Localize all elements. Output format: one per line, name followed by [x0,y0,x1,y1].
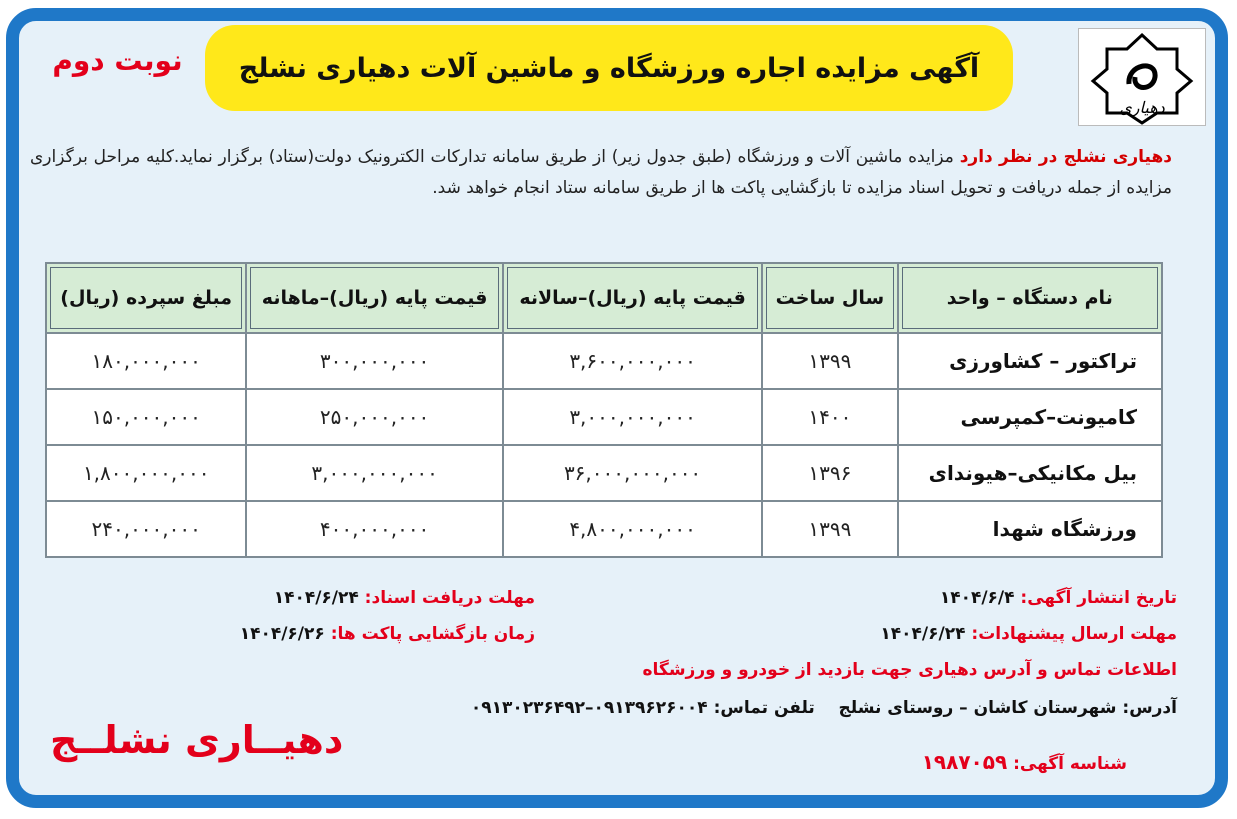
opening-time-line [240,624,535,644]
cell-year: ۱۳۹۹ [762,333,897,389]
cell-deposit: ۱,۸۰۰,۰۰۰,۰۰۰ [46,445,246,501]
bids-deadline-label: مهلت ارسال پیشنهادات: [971,624,1177,644]
cell-annual: ۳,۰۰۰,۰۰۰,۰۰۰ [503,389,762,445]
cell-annual: ۴,۸۰۰,۰۰۰,۰۰۰ [503,501,762,557]
cell-name: کامیونت–کمپرسی [898,389,1162,445]
intro-body: مزایده ماشین آلات و ورزشگاه (طبق جدول زیر) از طریق سامانه تدارکات الکترونیک دولت(ستاد) برگزار نماید.کلیه مراحل برگزاری مزایده از جمله دریافت و تحویل اسناد مزایده تا بازگشایی پاکت ها از طریق سامانه ستاد انجام خواهد شد. [30,147,1172,198]
auction-table [45,262,1163,558]
bids-deadline-value: ۱۴۰۴/۶/۲۴ [880,624,966,644]
cell-name: تراکتور – کشاورزی [898,333,1162,389]
phone-label: تلفن تماس: [713,698,815,718]
contact-heading: اطلاعات تماس و آدرس دهیاری جهت بازدید از خودرو و ورزشگاه [642,660,1177,680]
publish-date-value: ۱۴۰۴/۶/۴ [939,588,1015,608]
col-header-deposit: مبلغ سپرده (ریال) [46,263,246,333]
address-line [471,698,1177,718]
intro-highlight: دهیاری نشلج در نظر دارد [959,147,1173,167]
cell-monthly: ۴۰۰,۰۰۰,۰۰۰ [246,501,502,557]
opening-time-value: ۱۴۰۴/۶/۲۶ [239,624,325,644]
cell-deposit: ۱۵۰,۰۰۰,۰۰۰ [46,389,246,445]
signature-text: دهیــاری نشلــج [50,718,344,762]
cell-year: ۱۳۹۹ [762,501,897,557]
docs-deadline-label: مهلت دریافت اسناد: [364,588,535,608]
phone-value: ۰۹۱۳۹۶۲۶۰۰۴–۰۹۱۳۰۲۳۶۴۹۲ [470,698,708,718]
publish-date-line [940,588,1177,608]
col-header-annual: قیمت پایه (ریال)–سالانه [503,263,762,333]
opening-time-label: زمان بازگشایی پاکت ها: [330,624,535,644]
table-row [46,389,1162,445]
table-row [46,501,1162,557]
dehyari-logo [1078,28,1206,126]
cell-name: ورزشگاه شهدا [898,501,1162,557]
address-value: شهرستان کاشان – روستای نشلج [838,698,1117,718]
cell-year: ۱۳۹۶ [762,445,897,501]
col-header-year: سال ساخت [762,263,897,333]
docs-deadline-line [274,588,535,608]
cell-annual: ۳,۶۰۰,۰۰۰,۰۰۰ [503,333,762,389]
col-header-name: نام دستگاه – واحد [898,263,1162,333]
intro-paragraph [30,142,1172,204]
cell-deposit: ۱۸۰,۰۰۰,۰۰۰ [46,333,246,389]
cell-monthly: ۳,۰۰۰,۰۰۰,۰۰۰ [246,445,502,501]
table-row [46,333,1162,389]
address-label: آدرس: [1122,698,1177,718]
title-text: آگهی مزایده اجاره ورزشگاه و ماشین آلات دهیاری نشلج [238,52,980,84]
publish-date-label: تاریخ انتشار آگهی: [1020,588,1177,608]
cell-monthly: ۳۰۰,۰۰۰,۰۰۰ [246,333,502,389]
cell-name: بیل مکانیکی–هیوندای [898,445,1162,501]
bids-deadline-line [880,624,1177,644]
table-row [46,445,1162,501]
docs-deadline-value: ۱۴۰۴/۶/۲۴ [273,588,359,608]
cell-monthly: ۲۵۰,۰۰۰,۰۰۰ [246,389,502,445]
notice-id-line [922,750,1127,774]
table-header-row [46,263,1162,333]
logo-text: دهیاری [1119,98,1165,117]
notice-title [205,25,1013,111]
cell-annual: ۳۶,۰۰۰,۰۰۰,۰۰۰ [503,445,762,501]
cell-deposit: ۲۴۰,۰۰۰,۰۰۰ [46,501,246,557]
round-label: نوبت دوم [52,44,183,77]
col-header-monthly: قیمت پایه (ریال)–ماهانه [246,263,502,333]
notice-id-value: ۱۹۸۷۰۵۹ [921,750,1008,774]
cell-year: ۱۴۰۰ [762,389,897,445]
notice-id-label: شناسه آگهی: [1013,754,1127,774]
